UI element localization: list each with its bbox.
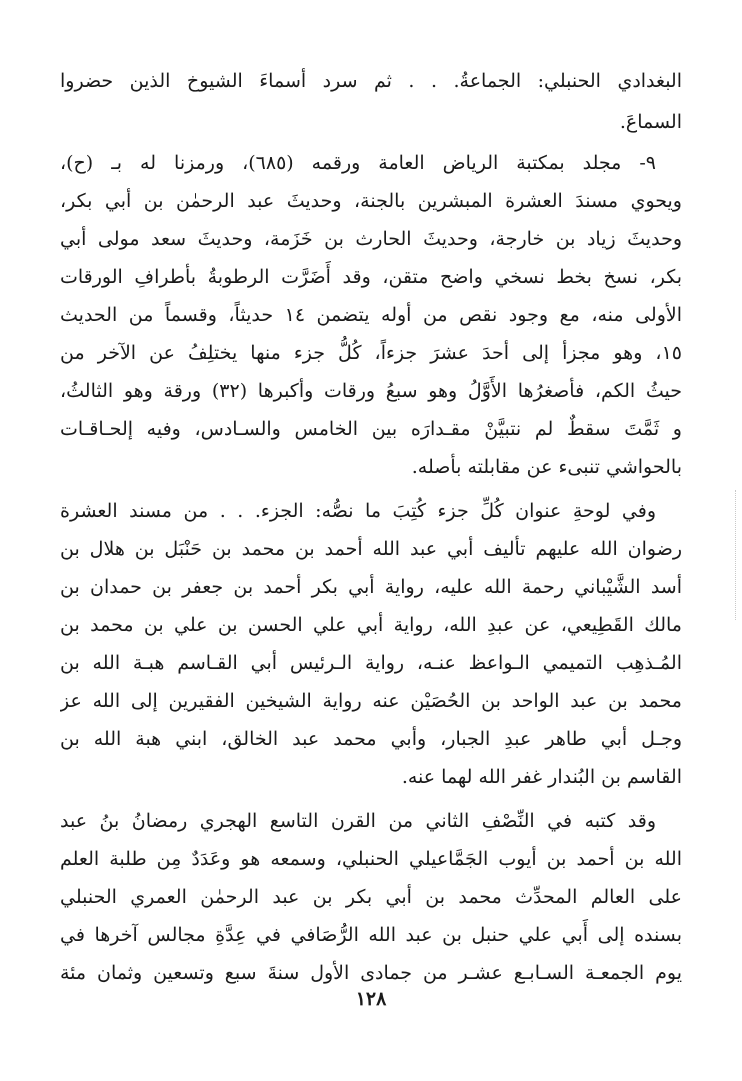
text-line: بالحواشي تنبىء عن مقابلته بأصله. xyxy=(411,456,682,478)
text-line: حيثُ الكم، فأصغرُها الأَوَّلُ وهو سبعُ ورقات وأكبرها (٣٢) ورقة وهو الثالثُ، xyxy=(60,380,682,402)
text-line: وفي لوحةِ عنوان كُلِّ جزء كُتِبَ ما نصُّه: الجزء. . . من مسند العشرة xyxy=(60,500,656,522)
text-line: المُـذهِب التميمي الـواعظ عنـه، رواية الـرئيس أبي القـاسم هبـة الله بن xyxy=(60,652,682,674)
text-line: ٩- مجلد بمكتبة الرياض العامة ورقمه (٦٨٥)، ورمزنا له بـ (ح)، xyxy=(60,152,656,174)
text-line: و ثَمَّتَ سقطٌ لم نتبيَّنْ مقـدارَه بين الخامس والسـادس، وفيه إلحـاقـات xyxy=(60,418,682,440)
margin-speckles xyxy=(733,490,736,620)
text-line: رضوان الله عليهم تأليف أبي عبد الله أحمد بن محمد بن حَنْبَل بن هلال بن xyxy=(60,538,682,560)
text-line: ويحوي مسندَ العشرة المبشرين بالجنة، وحديثَ عبد الرحمٰن بن أبي بكر، xyxy=(60,190,682,212)
text-line: بكر، نسخ بخط نسخي واضح متقن، وقد أَضَرَّت الرطوبةُ بأطرافِ الورقات xyxy=(60,266,682,288)
text-line: القاسم بن البُندار غفر الله لهما عنه. xyxy=(401,766,682,788)
text-line: يوم الجمعـة السـابـع عشـر من جمادى الأول سنةَ سبع وتسعين وثمان مئة xyxy=(60,962,682,984)
text-line: البغدادي الحنبلي: الجماعةُ. . . ثم سرد أسماءَ الشيوخ الذين حضروا xyxy=(60,70,682,92)
text-line: وقد كتبه في النِّصْفِ الثاني من القرن التاسع الهجري رمضانُ بنُ عبد xyxy=(60,810,656,832)
text-line: ١٥، وهو مجزأ إلى أحدَ عشرَ جزءاً، كُلُّ جزء منها يختلِفُ عن الآخر من xyxy=(60,342,682,364)
text-line: الأولى منه، مع وجود نقص من أوله يتضمن ١٤ حديثاً، وقسماً من الحديث xyxy=(60,304,682,326)
text-line: الله بن أحمد بن أيوب الجَمَّاعيلي الحنبلي، وسمعه هو وعَدَدٌ مِن طلبة العلم xyxy=(60,848,682,870)
text-line: وحديثَ زياد بن خارجة، وحديثَ الحارث بن خَزَمة، وحديثَ سعد مولى أبي xyxy=(60,228,682,250)
text-line: أسد الشَّيْباني رحمة الله عليه، رواية أبي بكر أحمد بن جعفر بن حمدان بن xyxy=(60,576,682,598)
page-number: ١٢٨ xyxy=(355,988,387,1010)
text-line: مالك القَطِيعي، عن عبدِ الله، رواية أبي علي الحسن بن علي بن محمد بن xyxy=(60,614,682,636)
text-line: وجـل أبي طاهر عبدِ الجبار، وأبي محمد عبد الخالق، ابني هبة الله بن xyxy=(60,728,682,750)
text-line: بسنده إلى أَبي علي حنبل بن عبد الله الرُّصَافي في عِدَّةِ مجالس آخرها في xyxy=(60,924,682,946)
text-line: محمد بن عبد الواحد بن الحُصَيْن عنه رواية الشيخين الفقيرين إلى الله عز xyxy=(60,690,682,712)
text-line: السماعَ. xyxy=(619,111,682,133)
text-line: على العالم المحدِّث محمد بن أبي بكر بن عبد الرحمٰن العمري الحنبلي xyxy=(60,886,682,908)
